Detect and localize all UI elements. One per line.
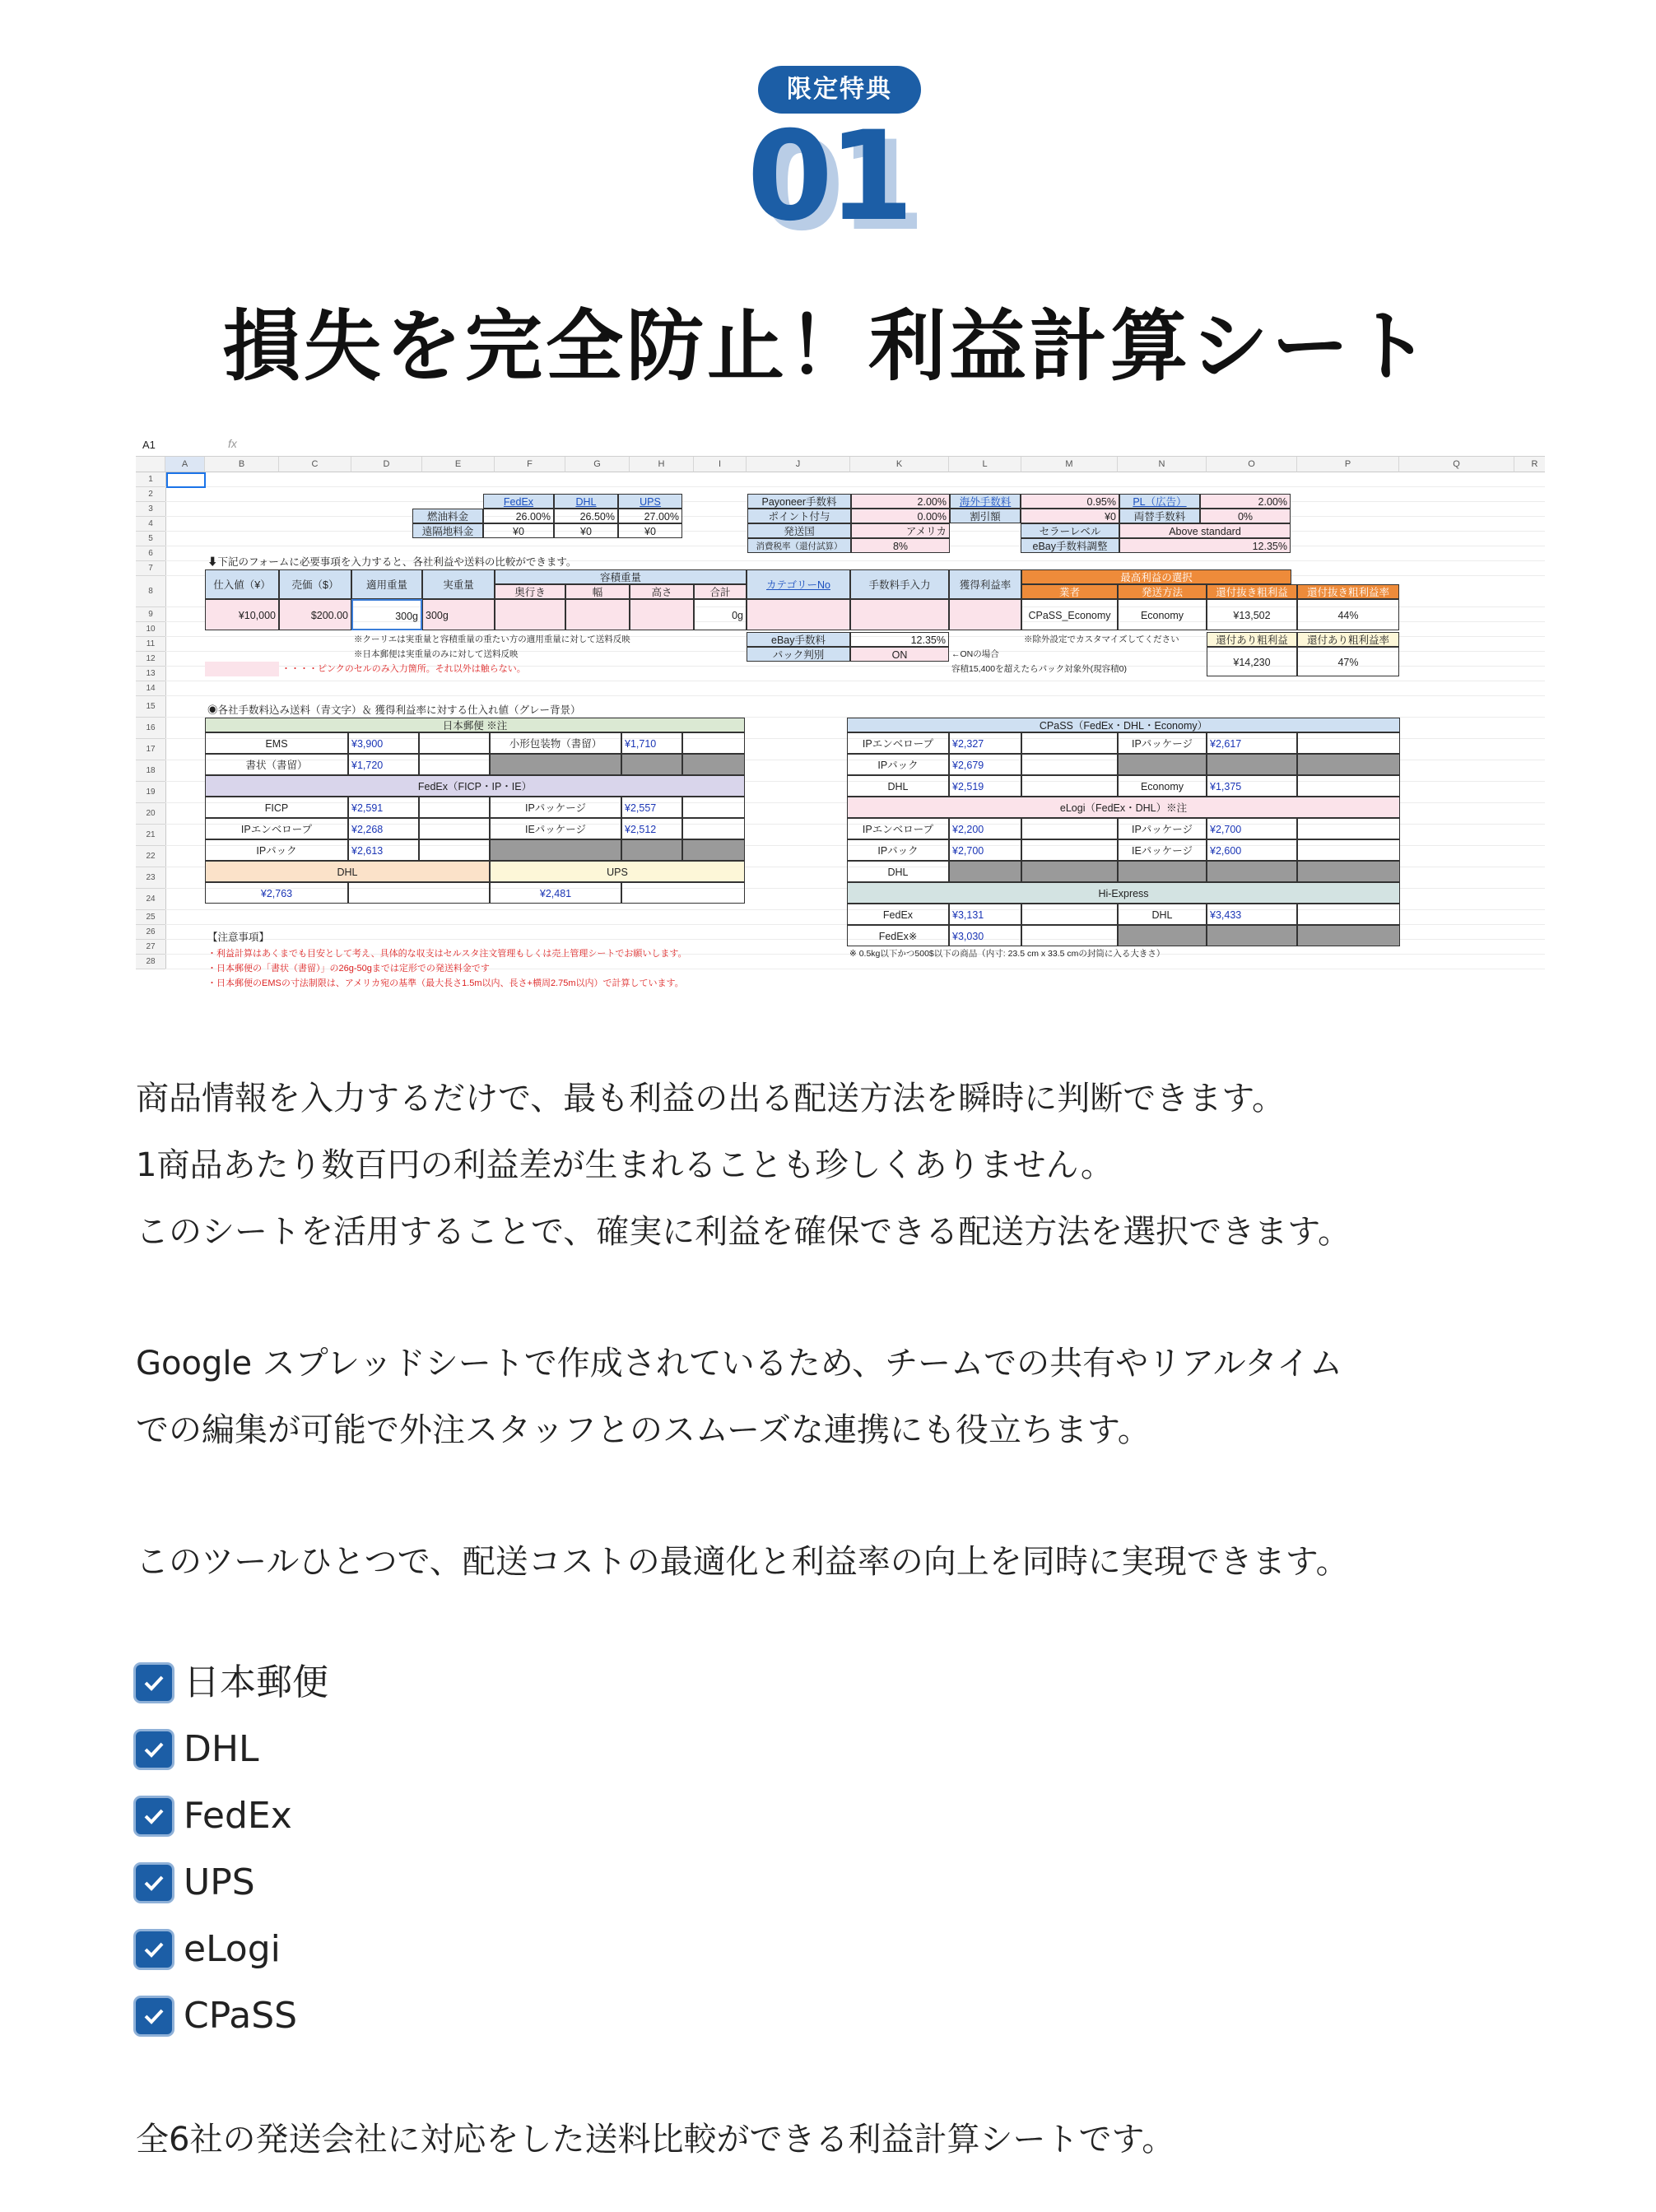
ups-value: ¥2,481 [490, 882, 621, 904]
payoneer-value[interactable]: 2.00% [851, 494, 950, 509]
fuel-label: 燃油料金 [412, 509, 483, 523]
row-header[interactable]: 20 [136, 803, 166, 825]
best-h-carrier: 業者 [1021, 584, 1118, 599]
paragraph-1-line-1: 商品情報を入力するだけで、最も利益の出る配送方法を瞬時に判断できます。 [136, 1080, 1285, 1118]
fedex-ficp-label: FICP [205, 797, 348, 818]
row-header[interactable]: 2 [136, 487, 166, 502]
row-header[interactable]: 28 [136, 955, 166, 969]
jp-empty-3 [682, 754, 745, 775]
row-header[interactable]: 22 [136, 846, 166, 867]
hiexp-empty-3 [1297, 925, 1400, 946]
fuel-ups[interactable]: 27.00% [618, 509, 682, 523]
row-header[interactable]: 7 [136, 561, 166, 576]
column-header[interactable]: D [351, 457, 422, 472]
input-category[interactable] [747, 599, 850, 630]
cpass-eco-label: Economy [1118, 775, 1207, 797]
fedex-empty-3 [682, 839, 745, 861]
hiexp-dhl-value: ¥3,433 [1207, 904, 1297, 925]
remote-dhl[interactable]: ¥0 [554, 523, 618, 538]
overseas-label[interactable]: 海外手数料 [950, 494, 1021, 509]
cpass-ippk-value: ¥2,617 [1207, 732, 1297, 754]
form-h-total: 合計 [694, 584, 747, 599]
elogi-empty-5 [1297, 861, 1400, 882]
row-header[interactable]: 11 [136, 637, 166, 652]
row-header[interactable]: 27 [136, 940, 166, 955]
paragraph-2-line-2: での編集が可能で外注スタッフとのスムーズな連携にも役立ちます。 [136, 1411, 1151, 1449]
jp-ems-label: EMS [205, 732, 348, 754]
fx-fee-label: 両替手数料 [1119, 509, 1200, 523]
input-height[interactable] [630, 599, 694, 630]
carrier-label: FedEx [184, 1795, 292, 1837]
note-courier: ※クーリエは実重量と容積重量の重たい方の適用重量に対して送料反映 [354, 634, 630, 644]
cpass-ipenv-value: ¥2,327 [949, 732, 1021, 754]
form-h-fee-manual: 手数料手入力 [850, 569, 949, 599]
tokuten-badge: 限定特典 [758, 66, 921, 114]
column-header[interactable]: O [1207, 457, 1297, 472]
column-header[interactable]: G [565, 457, 630, 472]
row-header[interactable]: 14 [136, 681, 166, 696]
pl-value[interactable]: 2.00% [1200, 494, 1291, 509]
form-h-volume: 容積重量 [495, 569, 747, 584]
column-header[interactable]: P [1297, 457, 1399, 472]
row-header[interactable]: 4 [136, 517, 166, 532]
hiexp-dhl-cost [1297, 904, 1400, 925]
cpass-dhl-label: DHL [847, 775, 949, 797]
tax-value[interactable]: 8% [851, 538, 950, 553]
column-header[interactable]: F [495, 457, 565, 472]
row-header[interactable]: 25 [136, 910, 166, 925]
volume-total[interactable]: 0g [694, 599, 747, 630]
pack-volume-note: 容積15,400を超えたらパック対象外(現容積0) [951, 664, 1127, 674]
note-jp-post: ※日本郵便は実重量のみに対して送料反映 [354, 649, 519, 659]
elogi-ippak-cost [1021, 839, 1118, 861]
page-title: 損失を完全防止！利益計算シート [222, 302, 1433, 392]
refund-h-rate: 還付あり粗利益率 [1297, 632, 1399, 647]
form-h-depth: 奥行き [495, 584, 565, 599]
hiexp-empty-1 [1118, 925, 1207, 946]
fuel-dhl[interactable]: 26.50% [554, 509, 618, 523]
carrier-label: eLogi [184, 1928, 281, 1970]
jp-title: 日本郵便 ※注 [205, 718, 745, 732]
dhl-cost [348, 882, 490, 904]
cpass-ipenv-cost [1021, 732, 1118, 754]
jp-small-label: 小形包装物（書留） [490, 732, 621, 754]
fedex-iepk-value: ¥2,512 [621, 818, 682, 839]
form-note: ⬇下記のフォームに必要事項を入力すると、各社利益や送料の比較ができます。 [207, 556, 577, 568]
carrier-header-fedex[interactable]: FedEx [483, 494, 554, 509]
dhl-value: ¥2,763 [205, 882, 348, 904]
input-cost[interactable]: ¥10,000 [205, 599, 279, 630]
elogi-empty-4 [1207, 861, 1297, 882]
check-icon [136, 1731, 172, 1768]
cpass-empty-3 [1297, 754, 1400, 775]
hiexp-fedex2-cost [1021, 925, 1118, 946]
elogi-ippk-value: ¥2,700 [1207, 818, 1297, 839]
paragraph-1 [136, 1066, 1551, 1266]
input-price[interactable]: $200.00 [279, 599, 351, 630]
formula-bar [136, 434, 1545, 457]
cell-reference[interactable]: A1 [142, 439, 156, 451]
elogi-title: eLogi（FedEx・DHL）※注 [847, 797, 1400, 818]
carrier-label: DHL [184, 1728, 259, 1770]
fx-fee-value[interactable]: 0% [1200, 509, 1291, 523]
caution-2: ・日本郵便の「書状（書留）」の26g-50gまでは定形での発送料金です [207, 964, 490, 974]
fedex-ipenv-label: IPエンベロープ [205, 818, 348, 839]
paragraph-1-line-3: このシートを活用することで、確実に利益を確保できる配送方法を選択できます。 [136, 1213, 1351, 1251]
row-header[interactable]: 10 [136, 622, 166, 637]
check-icon [136, 1665, 172, 1701]
points-value[interactable]: 0.00% [851, 509, 950, 523]
jp-letter-cost [419, 754, 490, 775]
row-header[interactable]: 3 [136, 502, 166, 517]
overseas-value[interactable]: 0.95% [1021, 494, 1119, 509]
row-header[interactable]: 6 [136, 546, 166, 561]
elogi-ippk-cost [1297, 818, 1400, 839]
dest-value[interactable]: アメリカ [851, 523, 950, 538]
form-h-actual: 実重量 [422, 569, 495, 599]
fedex-empty-2 [621, 839, 682, 861]
row-header[interactable]: 15 [136, 696, 166, 718]
column-header[interactable]: H [630, 457, 694, 472]
seller-level-value[interactable]: Above standard [1119, 523, 1291, 538]
size-note: ※ 0.5kg以下かつ500$以下の商品（内寸: 23.5 cm x 33.5 cmの封筒に入る大きさ） [849, 949, 1165, 959]
column-header[interactable]: M [1021, 457, 1118, 472]
input-depth[interactable] [495, 599, 565, 630]
fedex-ipenv-value: ¥2,268 [348, 818, 419, 839]
ebay-adj-value[interactable]: 12.35% [1119, 538, 1291, 553]
points-label: ポイント付与 [747, 509, 851, 523]
elogi-ipenv-value: ¥2,200 [949, 818, 1021, 839]
cpass-dhl-cost [1021, 775, 1118, 797]
column-header[interactable]: R [1514, 457, 1545, 472]
dest-label: 発送国 [747, 523, 851, 538]
check-icon [136, 1798, 172, 1834]
cpass-ippak-value: ¥2,679 [949, 754, 1021, 775]
section-14-title: ◉各社手数料込み送料（青文字）＆ 獲得利益率に対する仕入れ値（グレー背景） [207, 704, 581, 716]
customize-note: ※除外設定でカスタマイズしてください [1024, 634, 1179, 644]
cpass-title: CPaSS（FedEx・DHL・Economy） [847, 718, 1400, 732]
jp-ems-cost [419, 732, 490, 754]
tax-label: 消費税率（還付試算） [747, 538, 851, 553]
caution-3: ・日本郵便のEMSの寸法制限は、アメリカ宛の基準（最大長さ1.5m以内、長さ+横周2.75m以内）で計算しています。 [207, 978, 684, 988]
paragraph-3-line-1: このツールひとつで、配送コストの最適化と利益率の向上を同時に実現できます。 [136, 1543, 1349, 1581]
elogi-empty-3 [1118, 861, 1207, 882]
ups-cost [621, 882, 745, 904]
note-pink: ・・・・ピンクのセルのみ入力箇所。それ以外は触らない。 [281, 664, 526, 674]
fedex-empty-1 [490, 839, 621, 861]
elogi-ippak-value: ¥2,700 [949, 839, 1021, 861]
section-number: 01 [747, 105, 909, 249]
input-actual-weight[interactable]: 300g [422, 599, 495, 630]
discount-label: 割引額 [950, 509, 1021, 523]
paragraph-2-line-1: Google スプレッドシートで作成されているため、チームでの共有やリアルタイム [136, 1345, 1343, 1382]
remote-fedex[interactable]: ¥0 [483, 523, 554, 538]
cpass-dhl-value: ¥2,519 [949, 775, 1021, 797]
best-rate[interactable]: 44% [1297, 599, 1399, 630]
cpass-ippk-cost [1297, 732, 1400, 754]
form-h-cost: 仕入値（¥） [205, 569, 279, 599]
gridline [165, 486, 1545, 487]
column-header[interactable]: Q [1399, 457, 1514, 472]
cpass-eco-value: ¥1,375 [1207, 775, 1297, 797]
selected-cell[interactable] [166, 472, 206, 488]
paragraph-2 [136, 1331, 1551, 1464]
cpass-empty-2 [1207, 754, 1297, 775]
jp-ems-value: ¥3,900 [348, 732, 419, 754]
refund-rate[interactable]: 47% [1297, 647, 1399, 676]
fx-icon: fx [228, 437, 237, 450]
jp-small-value: ¥1,710 [621, 732, 682, 754]
carrier-label: CPaSS [184, 1995, 298, 2037]
fedex-ficp-value: ¥2,591 [348, 797, 419, 818]
column-header[interactable]: J [747, 457, 850, 472]
best-method[interactable]: Economy [1118, 599, 1207, 630]
column-header[interactable]: K [850, 457, 949, 472]
row-header[interactable]: 24 [136, 889, 166, 910]
row-header[interactable]: 23 [136, 867, 166, 889]
fuel-fedex[interactable]: 26.00% [483, 509, 554, 523]
row-header[interactable]: 8 [136, 576, 166, 607]
seller-level-label: セラーレベル [1021, 523, 1119, 538]
best-h-profit: 還付抜き粗利益 [1207, 584, 1297, 599]
input-margin[interactable] [949, 599, 1021, 630]
form-h-price: 売価（$） [279, 569, 351, 599]
hiexp-fedex2-label: FedEx※ [847, 925, 949, 946]
elogi-ipenv-label: IPエンベロープ [847, 818, 949, 839]
elogi-ippak-label: IPパック [847, 839, 949, 861]
hiexp-dhl-label: DHL [1118, 904, 1207, 925]
fedex-ficp-cost [419, 797, 490, 818]
applied-weight[interactable]: 300g [351, 599, 422, 630]
row-header[interactable]: 5 [136, 532, 166, 546]
carrier-header-ups[interactable]: UPS [618, 494, 682, 509]
check-icon [136, 1865, 172, 1901]
fedex-ippk-label: IPパッケージ [490, 797, 621, 818]
check-icon [136, 1998, 172, 2034]
caution-1: ・利益計算はあくまでも目安として考え、具体的な収支はセルスタ注文管理もしくは売上管理シートでお願いします。 [207, 949, 687, 959]
elogi-dhl-label: DHL [847, 861, 949, 882]
elogi-iepk-value: ¥2,600 [1207, 839, 1297, 861]
cpass-ipenv-label: IPエンベロープ [847, 732, 949, 754]
row-header[interactable]: 17 [136, 739, 166, 760]
input-fee-manual[interactable] [850, 599, 949, 630]
column-header[interactable]: B [205, 457, 279, 472]
form-h-margin: 獲得利益率 [949, 569, 1021, 599]
input-width[interactable] [565, 599, 630, 630]
row-header[interactable]: 18 [136, 760, 166, 782]
column-header[interactable]: C [279, 457, 351, 472]
pack-value[interactable]: ON [850, 647, 949, 662]
column-header[interactable]: I [694, 457, 747, 472]
remote-ups[interactable]: ¥0 [618, 523, 682, 538]
row-header[interactable]: 16 [136, 718, 166, 739]
fedex-ippk-value: ¥2,557 [621, 797, 682, 818]
cpass-empty-1 [1118, 754, 1207, 775]
column-header[interactable]: A [165, 457, 205, 472]
fedex-iepk-cost [682, 818, 745, 839]
elogi-empty-1 [949, 861, 1021, 882]
form-h-category[interactable]: カテゴリーNo [747, 569, 850, 599]
elogi-iepk-cost [1297, 839, 1400, 861]
elogi-ippk-label: IPパッケージ [1118, 818, 1207, 839]
dhl-title: DHL [205, 861, 490, 882]
ebay-adj-label: eBay手数料調整 [1021, 538, 1119, 553]
fedex-ippak-cost [419, 839, 490, 861]
carrier-label: 日本郵便 [184, 1661, 328, 1703]
column-header[interactable]: E [422, 457, 495, 472]
row-header[interactable]: 13 [136, 667, 166, 681]
cpass-ippak-label: IPパック [847, 754, 949, 775]
row-header[interactable]: 21 [136, 825, 166, 846]
hiexp-fedex-value: ¥3,131 [949, 904, 1021, 925]
row-header[interactable]: 1 [136, 472, 166, 487]
fedex-iepk-label: IEパッケージ [490, 818, 621, 839]
hiexp-empty-2 [1207, 925, 1297, 946]
refund-h-profit: 還付あり粗利益 [1207, 632, 1297, 647]
cpass-eco-cost [1297, 775, 1400, 797]
ebay-fee-value[interactable]: 12.35% [850, 632, 949, 647]
cpass-ippk-label: IPパッケージ [1118, 732, 1207, 754]
check-icon [136, 1931, 172, 1968]
jp-small-cost [682, 732, 745, 754]
carrier-label: UPS [184, 1861, 255, 1903]
jp-letter-label: 書状（書留） [205, 754, 348, 775]
fedex-title: FedEx（FICP・IP・IE） [205, 775, 745, 797]
form-h-height: 高さ [630, 584, 694, 599]
best-title: 最高利益の選択 [1021, 569, 1291, 584]
hiexp-fedex-cost [1021, 904, 1118, 925]
fedex-ippak-label: IPパック [205, 839, 348, 861]
best-profit[interactable]: ¥13,502 [1207, 599, 1297, 630]
row-header[interactable]: 19 [136, 782, 166, 803]
select-all-corner[interactable] [136, 457, 165, 472]
pack-note: ←ONの場合 [951, 649, 999, 659]
footer-text [136, 2107, 1551, 2173]
refund-profit[interactable]: ¥14,230 [1207, 647, 1297, 676]
hiexp-fedex2-value: ¥3,030 [949, 925, 1021, 946]
fedex-ipenv-cost [419, 818, 490, 839]
carrier-header-dhl[interactable]: DHL [554, 494, 618, 509]
elogi-iepk-label: IEパッケージ [1118, 839, 1207, 861]
row-header[interactable]: 26 [136, 925, 166, 940]
pl-label[interactable]: PL（広告） [1119, 494, 1200, 509]
best-h-method: 発送方法 [1118, 584, 1207, 599]
ups-title: UPS [490, 861, 745, 882]
paragraph-1-line-2: 1商品あたり数百円の利益差が生まれることも珍しくありません。 [136, 1146, 1114, 1184]
hiexp-title: Hi-Express [847, 882, 1400, 904]
gridline [165, 695, 1545, 696]
row-header[interactable]: 12 [136, 652, 166, 667]
caution-title: 【注意事項】 [207, 932, 270, 943]
fedex-ippak-value: ¥2,613 [348, 839, 419, 861]
jp-letter-value: ¥1,720 [348, 754, 419, 775]
discount-value[interactable]: ¥0 [1021, 509, 1119, 523]
pack-label: パック判別 [747, 647, 850, 662]
best-h-rate: 還付抜き粗利益率 [1297, 584, 1399, 599]
pink-legend [205, 662, 279, 676]
form-h-applied: 適用重量 [351, 569, 422, 599]
best-carrier[interactable]: CPaSS_Economy [1021, 599, 1118, 630]
row-header[interactable]: 9 [136, 607, 166, 622]
elogi-ipenv-cost [1021, 818, 1118, 839]
spreadsheet-screenshot [136, 434, 1545, 1015]
paragraph-3 [136, 1529, 1551, 1596]
remote-label: 遠隔地料金 [412, 523, 483, 538]
jp-empty-2 [621, 754, 682, 775]
jp-empty-1 [490, 754, 621, 775]
hiexp-fedex-label: FedEx [847, 904, 949, 925]
form-h-width: 幅 [565, 584, 630, 599]
elogi-empty-2 [1021, 861, 1118, 882]
cpass-ippak-cost [1021, 754, 1118, 775]
column-header[interactable]: L [949, 457, 1021, 472]
fedex-ippk-cost [682, 797, 745, 818]
payoneer-label: Payoneer手数料 [747, 494, 851, 509]
column-header[interactable]: N [1118, 457, 1207, 472]
ebay-fee-label: eBay手数料 [747, 632, 850, 647]
footer-line: 全6社の発送会社に対応をした送料比較ができる利益計算シートです。 [136, 2121, 1175, 2159]
